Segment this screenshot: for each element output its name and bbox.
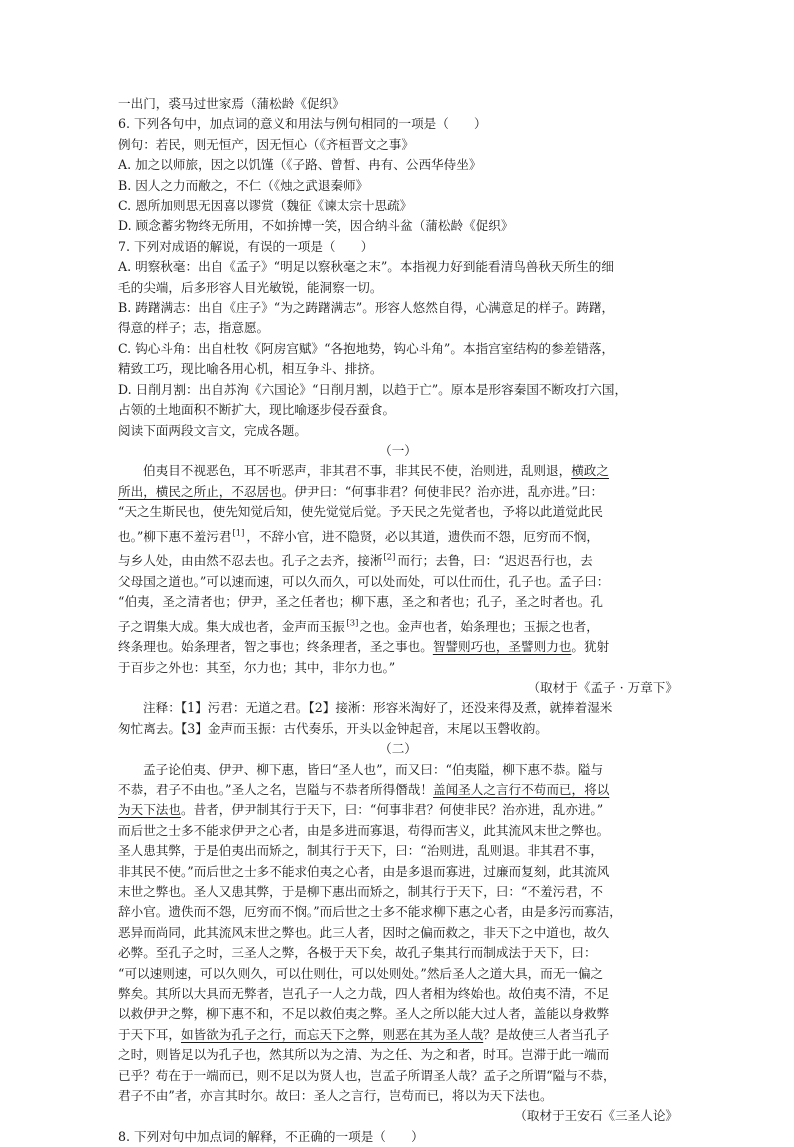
text-line: 以救伊尹之弊，柳下惠不和，不足以救伯夷之弊。圣人之所以能大过人者，盖能以身救弊 bbox=[118, 1006, 610, 1022]
text-line: 末世之弊也。圣人又患其弊，于是柳下惠出而矫之，制其行于天下，曰：“不羞污君，不 bbox=[118, 884, 604, 899]
document-page bbox=[118, 94, 678, 1147]
passage-1-source: （取材于《孟子 · 万章下》 bbox=[527, 679, 678, 695]
text-line: “伯夷，圣之清者也；伊尹，圣之任者也；柳下惠，圣之和者也；孔子，圣之时者也。孔 bbox=[118, 594, 604, 610]
text-line: 一出门，裘马过世家焉（蒲松龄《促织》 bbox=[118, 96, 345, 111]
text-line: 与乡人处，由由然不忍去也。孔子之去齐，接淅[2]而行；去鲁，曰：“迟迟吾行也，去 bbox=[118, 547, 678, 572]
text-line: 辞小官。遗佚而不怨，厄穷而不悯。”而后世之士多不能求柳下惠之心者，由是多污而寡洁， bbox=[118, 904, 622, 920]
option-d-cont: 占领的土地面积不断扩大，现比喻逐步侵吞蚕食。 bbox=[118, 402, 396, 418]
option-d: D. 顾念蓄劣物终无所用，不如拚博一笑，因合纳斗盆（蒲松龄《促织》 bbox=[118, 218, 514, 234]
text-line: 而后世之士多不能求伊尹之心者，由是多进而寡退，苟得而害义，此其流风末世之弊也。 bbox=[118, 822, 610, 838]
text-line: 不恭，君子不由也。”圣人之名，岂隘与不恭者所得僭哉！盖闻圣人之言行不苟而已，将以 bbox=[118, 781, 610, 797]
footnote-ref: [2] bbox=[383, 552, 396, 562]
option-a: A. 加之以师旅，因之以饥馑（《子路、曾皙、冉有、公西华侍坐》 bbox=[118, 157, 482, 173]
underlined-phrase: 智譬则巧也，圣譬则力也 bbox=[432, 639, 572, 655]
option-a-cont: 毛的尖端，后多形容人目光敏锐，能洞察一切。 bbox=[118, 279, 383, 295]
text-line: 所出，横民之所止，不忍居也。伊尹曰：“何事非君？何使非民？治亦进，乱亦进。”曰： bbox=[118, 483, 604, 499]
text-line: “可以速则速，可以久则久，可以仕则仕，可以处则处。”然后圣人之道大具，而无一偏之 bbox=[118, 965, 604, 981]
text-line: 子之谓集大成。集大成也者，金声而玉振[3]之也。金声也者，始条理也；玉振之也者， bbox=[118, 613, 678, 638]
text-line: 圣人患其弊，于是伯夷出而矫之，制其行于天下，曰：“治则进，乱则退。非其君不事， bbox=[118, 843, 604, 859]
option-c: C. 恩所加则思无因喜以谬赏（魏征《谏太宗十思疏》 bbox=[118, 198, 413, 214]
underlined-phrase: 如皆欲为孔子之行，而忘天下之弊，则恶在其为圣人哉 bbox=[180, 1026, 484, 1042]
text-line: 必弊。至孔子之时，三圣人之弊，各极于天下矣，故孔子集其行而制成法于天下，曰： bbox=[118, 945, 597, 961]
text-line: 伯夷目不视恶色，耳不听恶声，非其君不事，非其民不使，治则进，乱则退，横政之 bbox=[143, 463, 609, 479]
text-line: 于天下耳，如皆欲为孔子之行，而忘天下之弊，则恶在其为圣人哉？是故使三人者当孔子 bbox=[118, 1026, 610, 1042]
passage-1 bbox=[118, 461, 678, 678]
passage-2 bbox=[118, 760, 678, 1107]
text-line: 也。”柳下惠不羞污君[1]，不辞小官，进不隐贤，必以其道，遗佚而不怨，厄穷而不悯， bbox=[118, 523, 678, 548]
text-line: 之时，则皆足以为孔子也，然其所以为之清、为之任、为之和者，时耳。岂滞于此一端而 bbox=[118, 1047, 610, 1063]
footnote-ref: [3] bbox=[346, 617, 359, 628]
footnote-ref: [1] bbox=[232, 527, 245, 538]
text-line: 终条理也。始条理者，智之事也；终条理者，圣之事也。智譬则巧也，圣譬则力也。犹射 bbox=[118, 639, 610, 655]
option-a: A. 明察秋毫：出自《孟子》“明足以察秋毫之末”。本指视力好到能看清鸟兽秋天所生的细 bbox=[118, 259, 614, 275]
option-c-cont: 精致工巧，现比喻各用心机，相互争斗、排挤。 bbox=[118, 361, 383, 377]
option-b-cont: 得意的样子；志，指意愿。 bbox=[118, 320, 270, 336]
underlined-phrase: 所出，横民之所止，不忍居也 bbox=[118, 483, 282, 499]
text-line: 弊矣。其所以大具而无弊者，岂孔子一人之力哉，四人者相为终始也。故伯夷不清，不足 bbox=[118, 986, 610, 1002]
text-line: 已乎？苟在于一端而已，则不足以为贤人也，岂孟子所谓圣人哉？孟子之所谓“隘与不恭， bbox=[118, 1067, 616, 1083]
option-b: B. 因人之力而敝之，不仁（《烛之武退秦师》 bbox=[118, 177, 369, 193]
text-line: 孟子论伯夷、伊尹、柳下惠，皆曰“圣人也”，而又曰：“伯夷隘，柳下惠不恭。隘与 bbox=[143, 761, 604, 777]
underlined-phrase: 横政之 bbox=[571, 463, 609, 479]
reading-instruction: 阅读下面两段文言文，完成各题。 bbox=[118, 422, 307, 438]
passage-2-heading: （二） bbox=[379, 741, 417, 757]
text-line: 父母国之道也。”可以速而速，可以久而久，可以处而处，可以仕而仕，孔子也。孟子曰： bbox=[118, 573, 610, 589]
text-line: 非其民不使。”而后世之士多不能求伯夷之心者，由是多退而寡进，过廉而复刻，此其流风 bbox=[118, 863, 610, 879]
underlined-phrase: 为天下法也 bbox=[118, 802, 181, 818]
annotation: 注释：【1】污君：无道之君。【2】接淅：形容米淘好了，还没来得及煮，就捧着湿米 bbox=[143, 700, 613, 716]
question-8: 8. 下列对句中加点词的解释，不正确的一项是（ ） bbox=[118, 1128, 424, 1144]
text-line: 为天下法也。昔者，伊尹制其行于天下，曰：“何事非君？何使非民？治亦进，乱亦进。” bbox=[118, 802, 604, 818]
option-b: B. 踌躇满志：出自《庄子》“为之踌躇满志”。形容人悠然自得，心满意足的样子。踌躇， bbox=[118, 300, 615, 316]
text-line: 恶异而尚同，此其流风末世之弊也。此三人者，因时之偏而救之，非天下之中道也，故久 bbox=[118, 924, 610, 940]
text-line: 君子不由”者，亦言其时尔。故曰：圣人之言行，岂苟而已，将以为天下法也。 bbox=[118, 1088, 553, 1104]
annotation: 匆忙离去。【3】金声而玉振：古代奏乐，开头以金钟起音，末尾以玉磬收韵。 bbox=[118, 720, 548, 736]
question-6: 6. 下列各句中，加点词的意义和用法与例句相同的一项是（ ） bbox=[118, 116, 487, 132]
option-d: D. 日削月割：出自苏洵《六国论》“日削月割，以趋于亡”。原本是形容秦国不断攻打六国， bbox=[118, 381, 628, 397]
passage-2-source: （取材于王安石《三圣人论》 bbox=[514, 1108, 678, 1124]
option-c: C. 钩心斗角：出自杜牧《阿房宫赋》“各抱地势，钩心斗角”。本指宫室结构的参差错落， bbox=[118, 340, 615, 356]
text-line: 于百步之外也：其至，尔力也；其中，非尔力也。” bbox=[118, 659, 396, 675]
text-line: “天之生斯民也，使先知觉后知，使先觉觉后觉。予天民之先觉者也，予将以此道觉此民 bbox=[118, 504, 604, 520]
underlined-phrase: 盖闻圣人之言行不苟而已，将以 bbox=[432, 781, 610, 797]
example-sentence: 例句：若民，则无恒产，因无恒心（《齐桓晋文之事》 bbox=[118, 136, 414, 152]
question-7: 7. 下列对成语的解说，有误的一项是（ ） bbox=[118, 238, 374, 254]
passage-1-heading: （一） bbox=[379, 442, 417, 458]
